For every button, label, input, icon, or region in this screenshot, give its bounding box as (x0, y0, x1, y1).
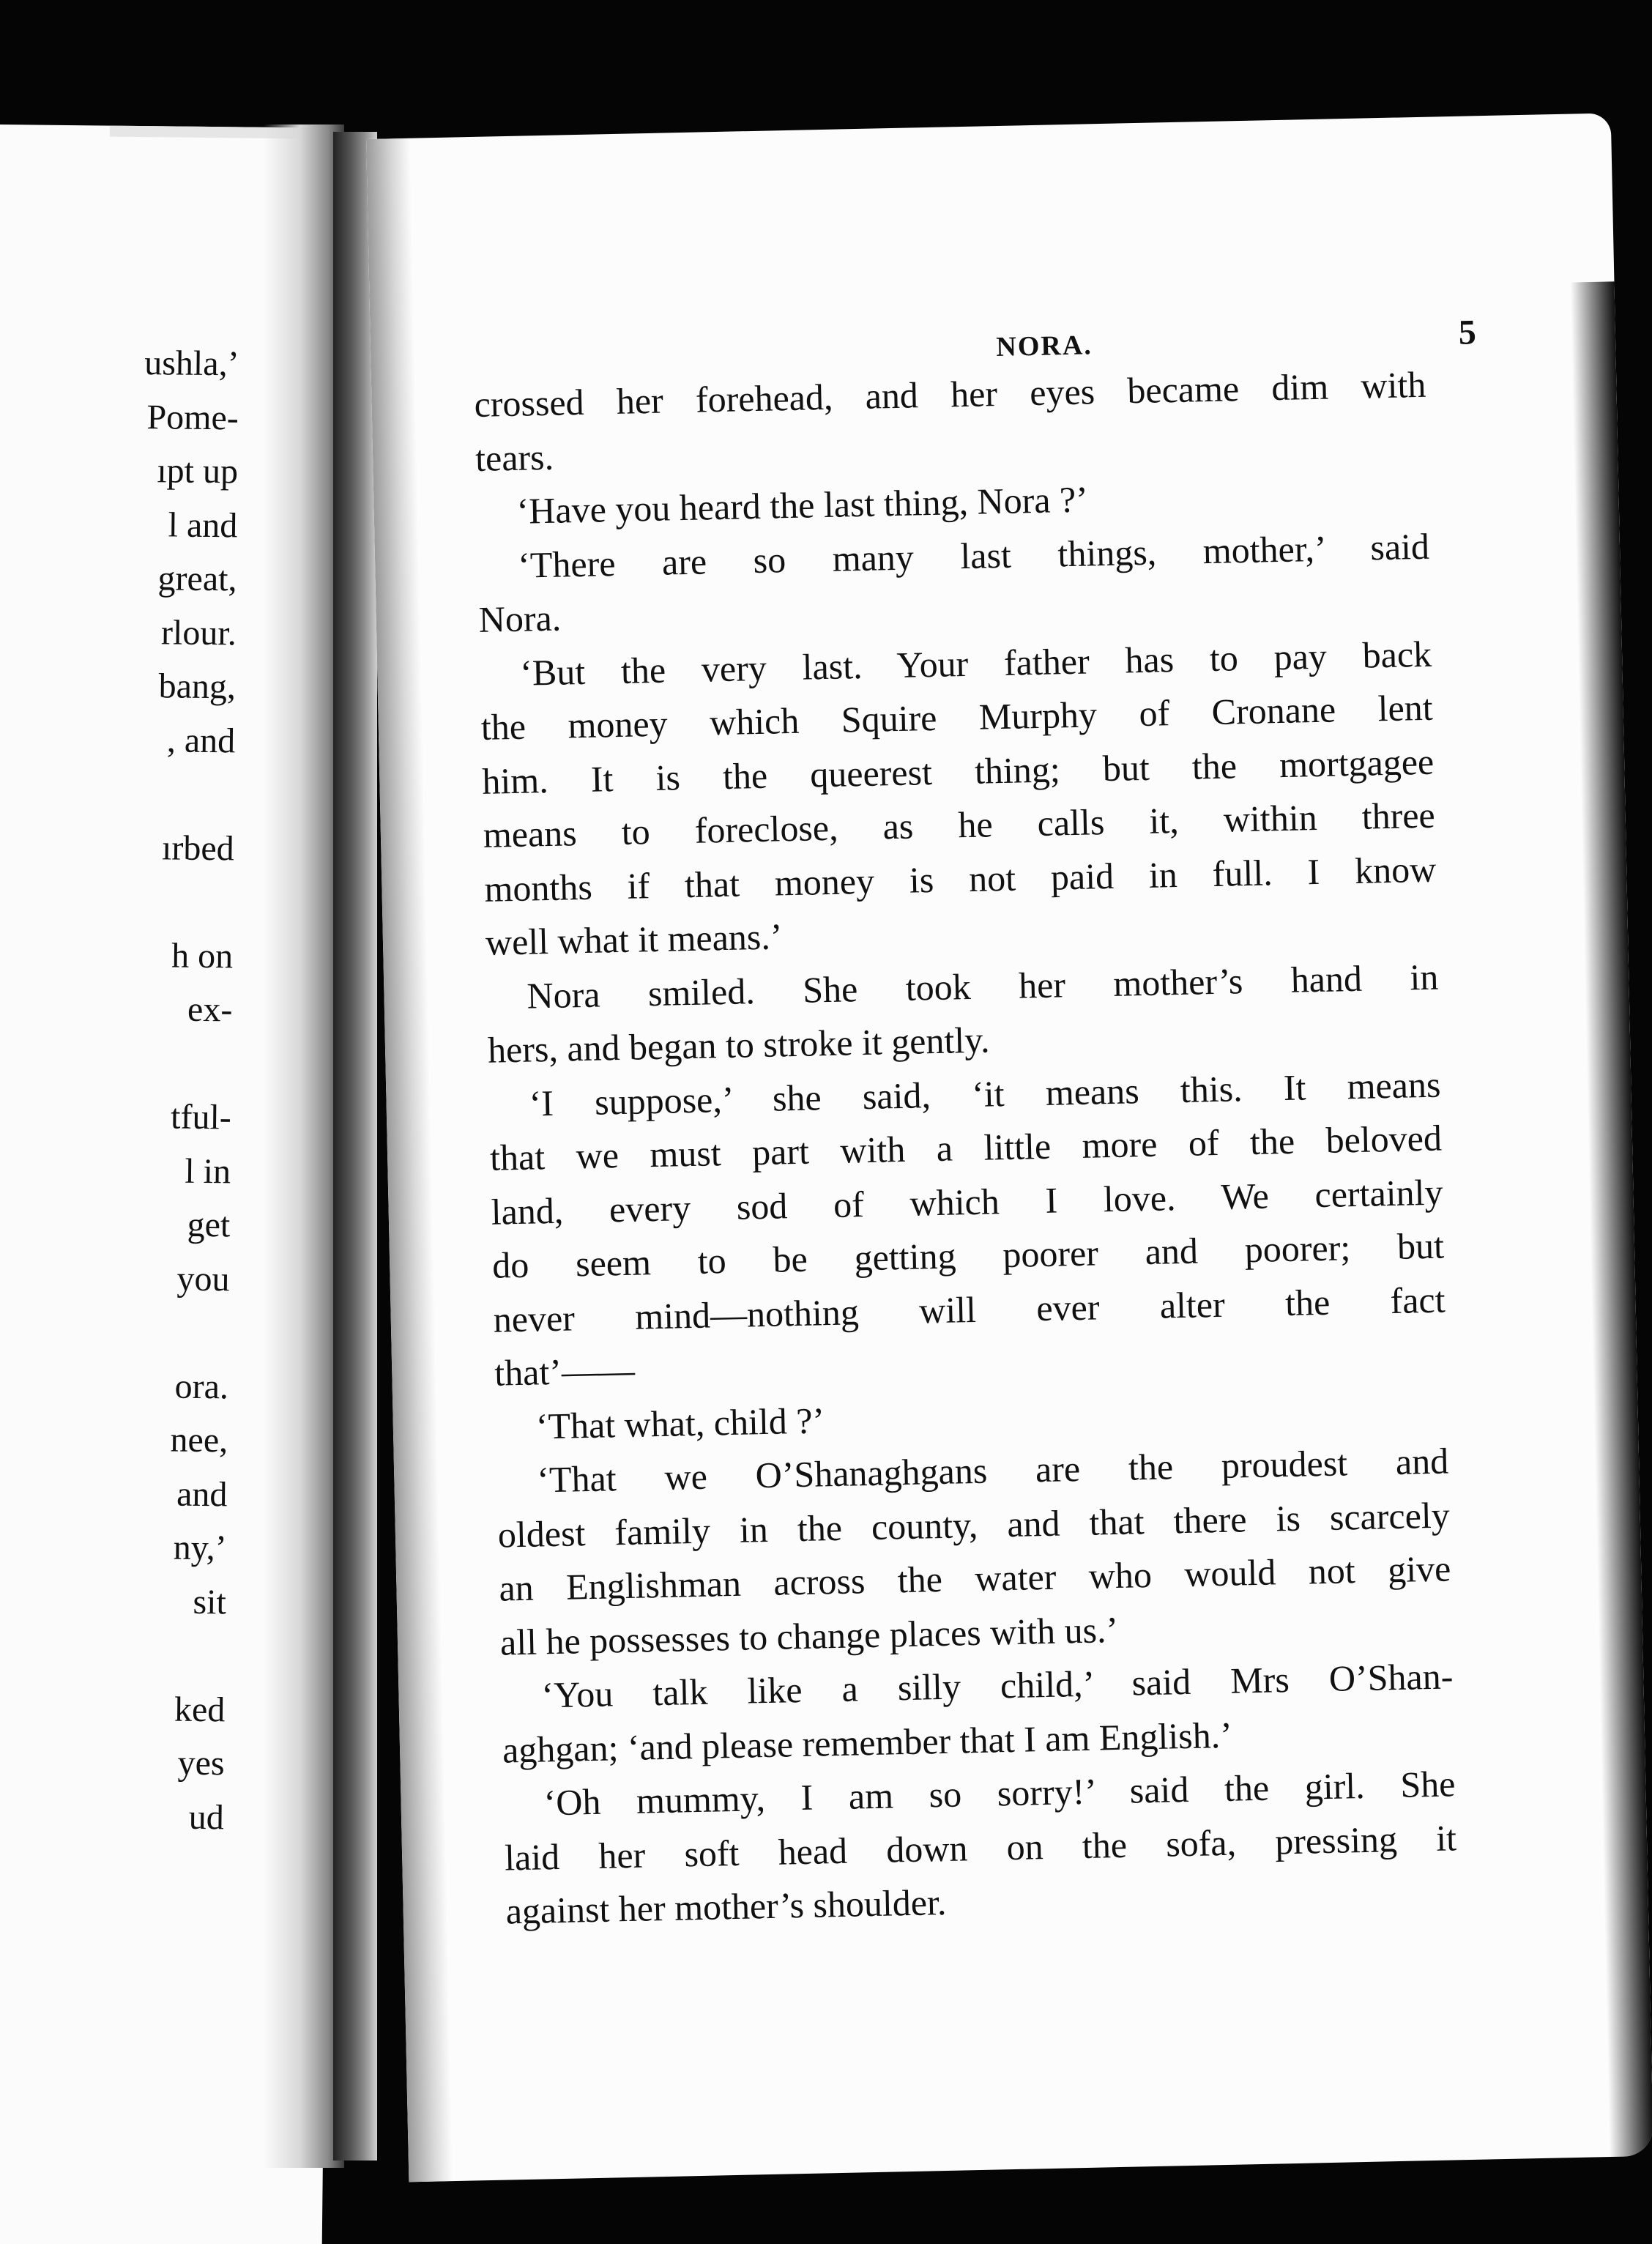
left-text-fragment: ud (188, 1797, 225, 1837)
left-text-fragment: ıpt up (157, 451, 239, 491)
left-text-fragment: ex- (187, 989, 233, 1030)
text-line: oldest family in the county, and that there is scarcely (497, 1493, 1451, 1556)
text-line: means to foreclose, as he calls it, within three (483, 794, 1436, 855)
text-line: do seem to be getting poorer and poorer; but (491, 1225, 1445, 1286)
text-line: ‘I suppose,’ she said, ‘it means this. It means (529, 1063, 1441, 1124)
text-line: that we must part with a little more of the beloved (489, 1117, 1443, 1178)
left-text-fragment: ked (174, 1690, 226, 1729)
left-text-fragment: h on (171, 936, 234, 976)
left-text-fragment: sit (193, 1582, 227, 1621)
text-line: him. It is the queerest thing; but the mortgagee (481, 740, 1435, 802)
left-text-fragment: you (176, 1259, 230, 1299)
text-line: ‘That we O’Shanaghgans are the proudest and (536, 1440, 1449, 1501)
text-line: ‘Have you heard the last thing, Nora ?’ (516, 478, 1089, 532)
text-line: Nora. (478, 597, 562, 640)
left-text-fragment: bang, (158, 666, 237, 707)
text-line: ‘But the very last. Your father has to pay back (519, 633, 1432, 694)
text-line: all he possesses to change places with us.’ (499, 1608, 1119, 1663)
text-line: laid her soft head down on the sofa, pressing it (504, 1816, 1457, 1879)
text-line: months if that money is not paid in full. I know (483, 848, 1437, 910)
left-page (0, 125, 344, 2244)
text-line: ‘There are so many last things, mother,’ said (517, 525, 1430, 586)
left-text-fragment: ırbed (161, 828, 234, 868)
running-head: NORA. (995, 330, 1093, 363)
text-line: against her mother’s shoulder. (505, 1881, 947, 1932)
text-line: well what it means.’ (485, 915, 783, 963)
left-text-fragment: l and (168, 505, 238, 545)
left-text-fragment: ushla,’ (144, 343, 239, 384)
text-line: ‘Oh mummy, I am so sorry!’ said the girl. She (543, 1763, 1456, 1824)
text-line: the money which Squire Murphy of Cronane lent (480, 686, 1434, 748)
text-line: tears. (475, 436, 554, 479)
page-number: 5 (1458, 313, 1477, 352)
text-line: that’—— (494, 1349, 636, 1394)
text-line: never mind—nothing will ever alter the fact (493, 1278, 1446, 1340)
text-line: hers, and began to stroke it gently. (487, 1019, 991, 1071)
text-line: an Englishman across the water who would not give (498, 1548, 1451, 1609)
text-line: crossed her forehead, and her eyes became dim with (474, 363, 1426, 425)
left-text-fragment: and (176, 1474, 228, 1514)
left-text-fragment: l in (185, 1151, 231, 1191)
left-text-fragment: get (187, 1205, 231, 1245)
left-text-fragment: tful- (170, 1097, 232, 1137)
text-line: aghgan; ‘and please remember that I am English.’ (502, 1714, 1233, 1771)
left-text-fragment: nee, (170, 1420, 228, 1460)
book-spine (333, 132, 377, 2161)
text-line: ‘That what, child ?’ (535, 1399, 825, 1447)
left-text-fragment: ora. (174, 1367, 229, 1406)
text-line: ‘You talk like a silly child,’ said Mrs O’Shan- (540, 1655, 1454, 1716)
left-text-fragment: great, (157, 559, 237, 599)
right-page (366, 113, 1652, 2182)
text-line: Nora smiled. She took her mother’s hand in (526, 956, 1439, 1017)
left-text-fragment: ny,’ (173, 1528, 227, 1568)
text-line: land, every sod of which I love. We certainly (491, 1171, 1444, 1233)
left-text-fragment: , and (166, 720, 236, 760)
left-text-fragment: yes (177, 1743, 225, 1783)
left-text-fragment: rlour. (160, 612, 237, 653)
left-text-fragment: Pome- (146, 397, 239, 437)
